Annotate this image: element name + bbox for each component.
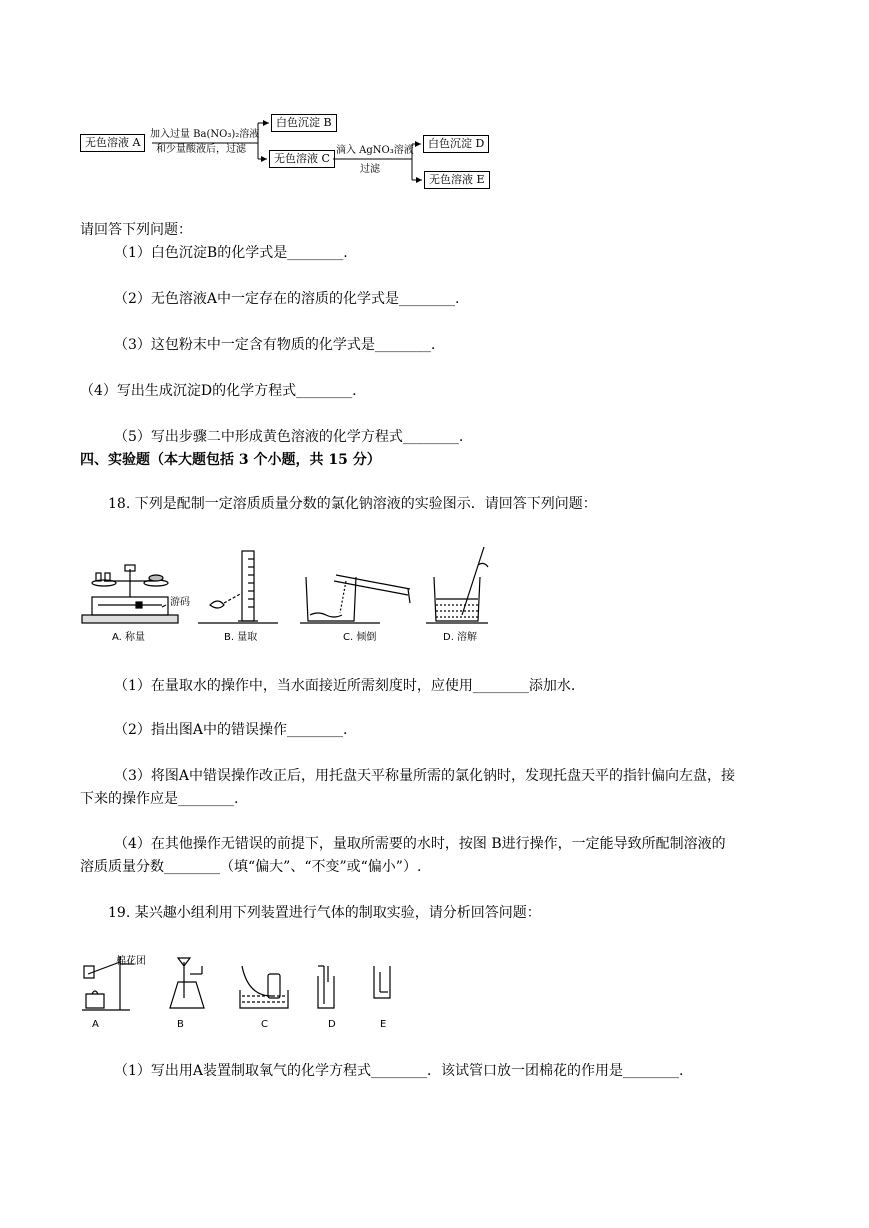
flow-box-b: 白色沉淀 B (271, 114, 337, 132)
flow-box-e: 无色溶液 E (424, 171, 490, 189)
flow-step2-condition: 滴入 AgNO₃溶液 (336, 145, 414, 156)
q17-intro: 请回答下列问题： (80, 222, 192, 238)
q18-item-4-line2: 溶质质量分数________（填“偏大”、“不变”或“偏小”）. (80, 859, 422, 875)
flow-box-a: 无色溶液 A (80, 134, 145, 152)
q18-item-3-line2: 下来的操作应是________. (80, 791, 239, 807)
q19-caption-d: D (328, 1019, 336, 1030)
q18-caption-c: C. 倾倒 (343, 632, 377, 643)
q17-item-1: （1）白色沉淀B的化学式是________. (114, 245, 348, 261)
q18-item-3-line1: （3）将图A中错误操作改正后，用托盘天平称量所需的氯化钠时，发现托盘天平的指针偏向左盘，接 (114, 768, 736, 784)
q17-item-3: （3）这包粉末中一定含有物质的化学式是________. (114, 337, 436, 353)
q19-caption-a: A (92, 1019, 99, 1030)
q18-caption-d: D. 溶解 (443, 632, 478, 643)
q17-item-2: （2）无色溶液A中一定存在的溶质的化学式是________. (114, 291, 460, 307)
q19-caption-c: C (261, 1019, 268, 1030)
q19-label-mianhua: 棉花团 (116, 956, 146, 967)
flow-step2-condition-2: 过滤 (360, 164, 380, 175)
q18-label-youma: 游码 (170, 597, 190, 608)
q18-apparatus-figure (78, 545, 498, 645)
q18-item-2: （2）指出图A中的错误操作________. (114, 722, 348, 738)
q19-stem: 19. 某兴趣小组利用下列装置进行气体的制取实验，请分析回答问题： (108, 905, 541, 921)
q18-stem: 18. 下列是配制一定溶质质量分数的氯化钠溶液的实验图示．请回答下列问题： (108, 496, 597, 512)
flow-box-c: 无色溶液 C (269, 150, 335, 168)
flow-arrows (0, 0, 869, 200)
q17-item-4: （4）写出生成沉淀D的化学方程式________. (80, 383, 357, 399)
q18-caption-b: B. 量取 (224, 632, 258, 643)
flow-step1-condition-2: 和少量酸液后，过滤 (156, 144, 246, 155)
q18-item-4-line1: （4）在其他操作无错误的前提下，量取所需要的水时，按图 B进行操作，一定能导致所配制溶液的 (114, 836, 726, 852)
section4-heading: 四、实验题（本大题包括 3 个小题，共 15 分） (80, 452, 381, 468)
q19-item-1: （1）写出用A装置制取氧气的化学方程式________．该试管口放一团棉花的作用是________. (114, 1063, 684, 1079)
q17-item-5: （5）写出步骤二中形成黄色溶液的化学方程式________. (114, 429, 464, 445)
q19-caption-e: E (380, 1019, 387, 1030)
q18-caption-a: A. 称量 (112, 632, 146, 643)
flow-box-d: 白色沉淀 D (423, 135, 489, 153)
flow-step1-condition: 加入过量 Ba(NO₃)₂溶液 (150, 129, 260, 140)
q18-item-1: （1）在量取水的操作中，当水面接近所需刻度时，应使用________添加水. (114, 678, 576, 694)
q19-caption-b: B (177, 1019, 184, 1030)
